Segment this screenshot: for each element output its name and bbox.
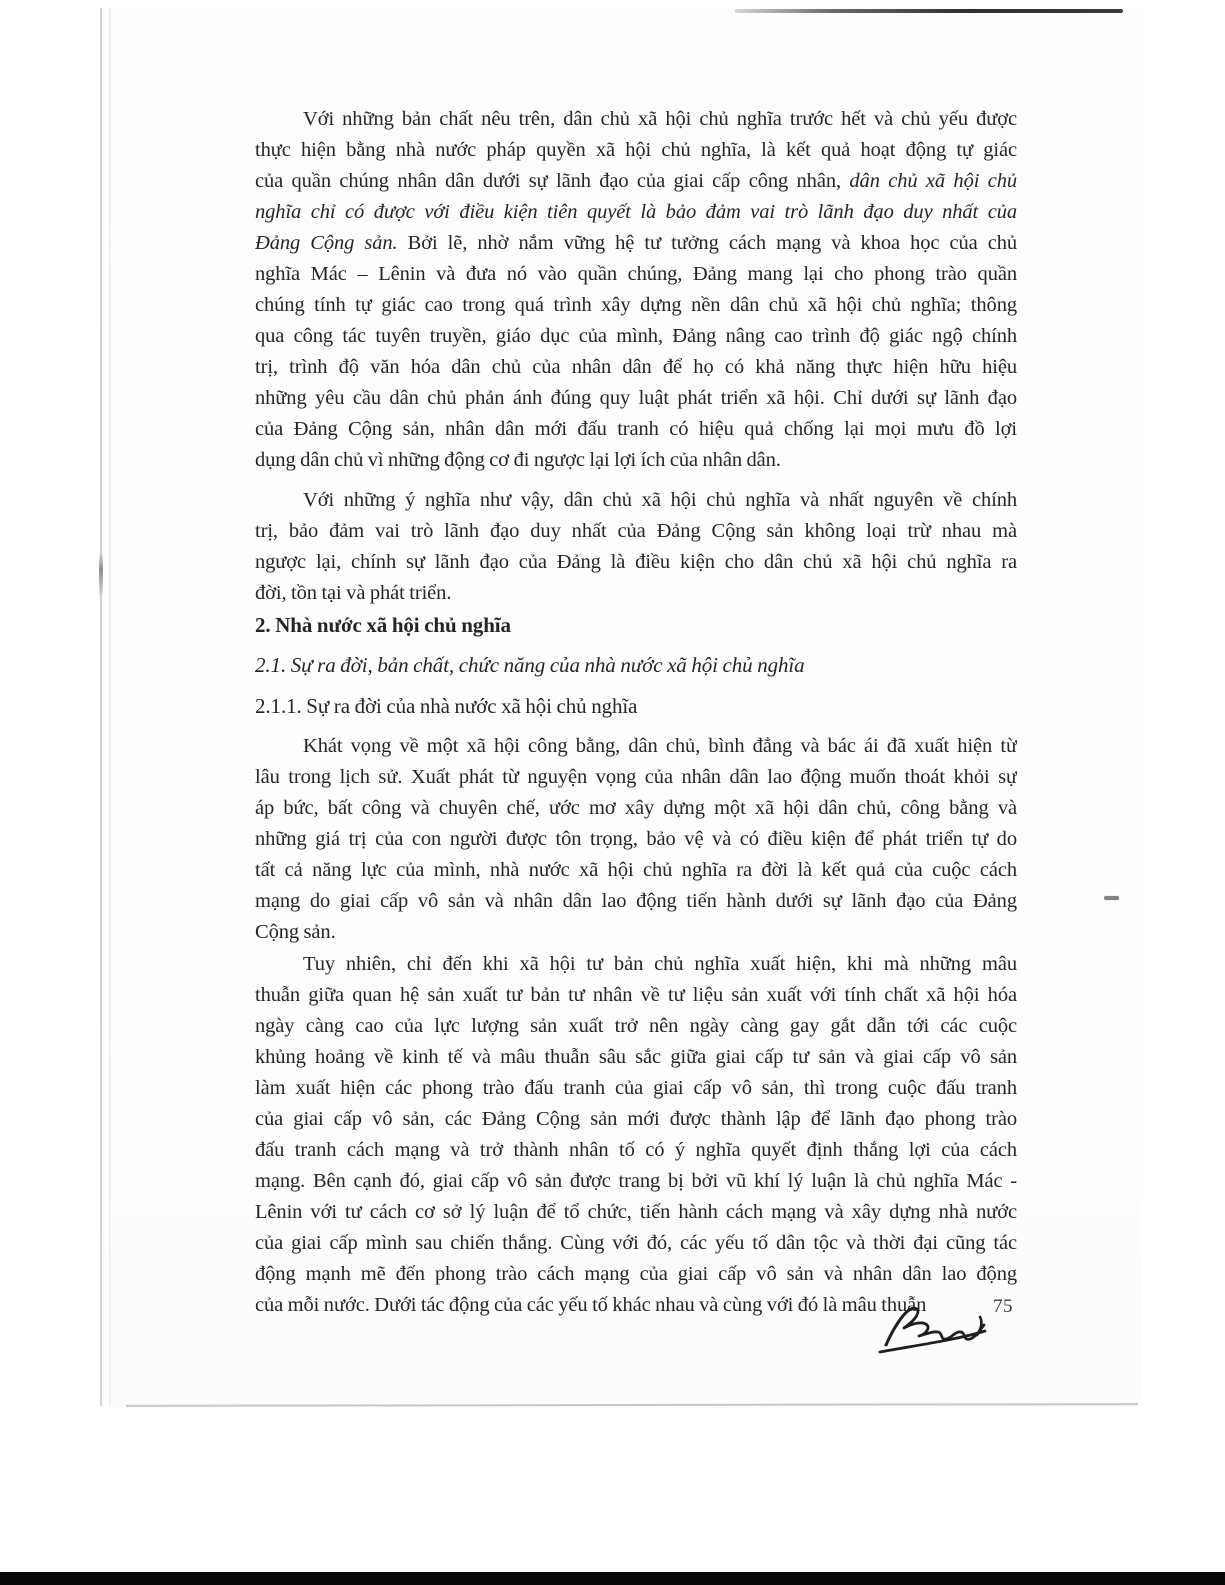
paragraph-1-line-3: của quần chúng nhân dân dưới sự lãnh đạo của giai cấp công nhân, dân chủ xã hội chủ <box>255 170 1017 192</box>
paragraph-2-line-2: trị, bảo đảm vai trò lãnh đạo duy nhất của Đảng Cộng sản không loại trừ nhau mà <box>255 520 1017 542</box>
paragraph-4 <box>255 949 1017 1321</box>
paragraph-4-line-12: của mỗi nước. Dưới tác động của các yếu tố khác nhau và cùng với đó là mâu thuẫn <box>255 1294 927 1316</box>
subsection-heading <box>255 650 1017 681</box>
paragraph-3-line-6: mạng do giai cấp vô sản và nhân dân lao động tiến hành dưới sự lãnh đạo của Đảng <box>255 890 1017 912</box>
paragraph-1-line-6: nghĩa Mác – Lênin và đưa nó vào quần chúng, Đảng mang lại cho phong trào quần <box>255 263 1017 285</box>
paragraph-1 <box>255 104 1017 476</box>
section-heading <box>255 610 1017 641</box>
text-column <box>255 104 1017 1321</box>
subsection-heading-line-1: 2.1. Sự ra đời, bản chất, chức năng của nhà nước xã hội chủ nghĩa <box>255 653 805 677</box>
paragraph-3-line-2: lâu trong lịch sử. Xuất phát từ nguyện vọng của nhân dân lao động muốn thoát khỏi sự <box>255 766 1017 788</box>
section-heading-line-1: 2. Nhà nước xã hội chủ nghĩa <box>255 613 511 637</box>
scan-edge-top <box>735 9 1123 13</box>
paragraph-3-line-5: tất cả năng lực của mình, nhà nước xã hội chủ nghĩa ra đời là kết quả của cuộc cách <box>255 859 1017 881</box>
paragraph-2-line-1: Với những ý nghĩa như vậy, dân chủ xã hội chủ nghĩa và nhất nguyên về chính <box>303 489 1017 511</box>
scan-black-bar <box>0 1572 1225 1585</box>
paragraph-3 <box>255 731 1017 948</box>
paragraph-1-line-2: thực hiện bằng nhà nước pháp quyền xã hội chủ nghĩa, là kết quả hoạt động tự giác <box>255 139 1017 161</box>
paragraph-1-line-8: qua công tác tuyên truyền, giáo dục của mình, Đảng nâng cao trình độ giác ngộ chính <box>255 325 1017 347</box>
paragraph-4-line-5: làm xuất hiện các phong trào đấu tranh của giai cấp vô sản, thì trong cuộc đấu tranh <box>255 1077 1017 1099</box>
paragraph-4-line-2: thuẫn giữa quan hệ sản xuất tư bản tư nhân về tư liệu sản xuất với tính chất xã hội hóa <box>255 984 1017 1006</box>
paragraph-4-line-11: động mạnh mẽ đến phong trào cách mạng của giai cấp vô sản và nhân dân lao động <box>255 1263 1017 1285</box>
paragraph-1-line-11: của Đảng Cộng sản, nhân dân mới đấu tranh có hiệu quả chống lại mọi mưu đồ lợi <box>255 418 1017 440</box>
paragraph-1-line-7: chúng tính tự giác cao trong quá trình xây dựng nền dân chủ xã hội chủ nghĩa; thông <box>255 294 1017 316</box>
signature-icon <box>872 1300 992 1362</box>
paragraph-1-line-9: trị, trình độ văn hóa dân chủ của nhân dân để họ có khả năng thực hiện hữu hiệu <box>255 356 1017 378</box>
paragraph-4-line-3: ngày càng cao của lực lượng sản xuất trở nên ngày càng gay gắt dẫn tới các cuộc <box>255 1015 1017 1037</box>
scan-dash-mark <box>1104 896 1119 900</box>
page-number: 75 <box>993 1296 1013 1317</box>
scan-smudge-left <box>99 552 103 596</box>
paragraph-1-line-10: những yêu cầu dân chủ phản ánh đúng quy luật phát triển xã hội. Chỉ dưới sự lãnh đạo <box>255 387 1017 409</box>
paragraph-3-line-7: Cộng sản. <box>255 921 336 943</box>
paragraph-3-line-4: những giá trị của con người được tôn trọng, bảo vệ và có điều kiện để phát triển tự do <box>255 828 1017 850</box>
paragraph-2-line-3: ngược lại, chính sự lãnh đạo của Đảng là điều kiện cho dân chủ xã hội chủ nghĩa ra <box>255 551 1017 573</box>
paragraph-4-line-1: Tuy nhiên, chỉ đến khi xã hội tư bản chủ nghĩa xuất hiện, khi mà những mâu <box>303 953 1017 975</box>
paragraph-3-line-3: áp bức, bất công và chuyên chế, ước mơ xây dựng một xã hội dân chủ, công bằng và <box>255 797 1017 819</box>
scan-edge-left <box>100 8 102 1406</box>
scan-edge-left-faint <box>109 8 111 1406</box>
paragraph-1-line-12: dụng dân chủ vì những động cơ đi ngược lại lợi ích của nhân dân. <box>255 449 781 471</box>
paragraph-4-line-6: của giai cấp vô sản, các Đảng Cộng sản mới được thành lập để lãnh đạo phong trào <box>255 1108 1017 1130</box>
paragraph-1-line-1: Với những bản chất nêu trên, dân chủ xã hội chủ nghĩa trước hết và chủ yếu được <box>303 108 1017 130</box>
paragraph-4-line-4: khủng hoảng về kinh tế và mâu thuẫn sâu sắc giữa giai cấp tư sản và giai cấp vô sản <box>255 1046 1017 1068</box>
subsubsection-heading-line-1: 2.1.1. Sự ra đời của nhà nước xã hội chủ nghĩa <box>255 694 638 718</box>
paragraph-1-line-5: Đảng Cộng sản. Bởi lẽ, nhờ nắm vững hệ tư tưởng cách mạng và khoa học của chủ <box>255 232 1017 254</box>
paragraph-2 <box>255 485 1017 609</box>
subsubsection-heading <box>255 691 1017 722</box>
paragraph-4-line-10: của giai cấp mình sau chiến thắng. Cùng với đó, các yếu tố dân tộc và thời đại cũng tác <box>255 1232 1017 1254</box>
paragraph-2-line-4: đời, tồn tại và phát triển. <box>255 582 452 604</box>
paragraph-4-line-8: mạng. Bên cạnh đó, giai cấp vô sản được trang bị bởi vũ khí lý luận là chủ nghĩa Mác - <box>255 1170 1017 1192</box>
paragraph-4-line-7: đấu tranh cách mạng và trở thành nhân tố có ý nghĩa quyết định thắng lợi của cách <box>255 1139 1017 1161</box>
paragraph-1-line-4: nghĩa chỉ có được với điều kiện tiên quyết là bảo đảm vai trò lãnh đạo duy nhất của <box>255 201 1017 223</box>
paragraph-4-line-9: Lênin với tư cách cơ sở lý luận để tổ chức, tiến hành cách mạng và xây dựng nhà nước <box>255 1201 1017 1223</box>
paragraph-3-line-1: Khát vọng về một xã hội công bằng, dân chủ, bình đẳng và bác ái đã xuất hiện từ <box>303 735 1017 757</box>
